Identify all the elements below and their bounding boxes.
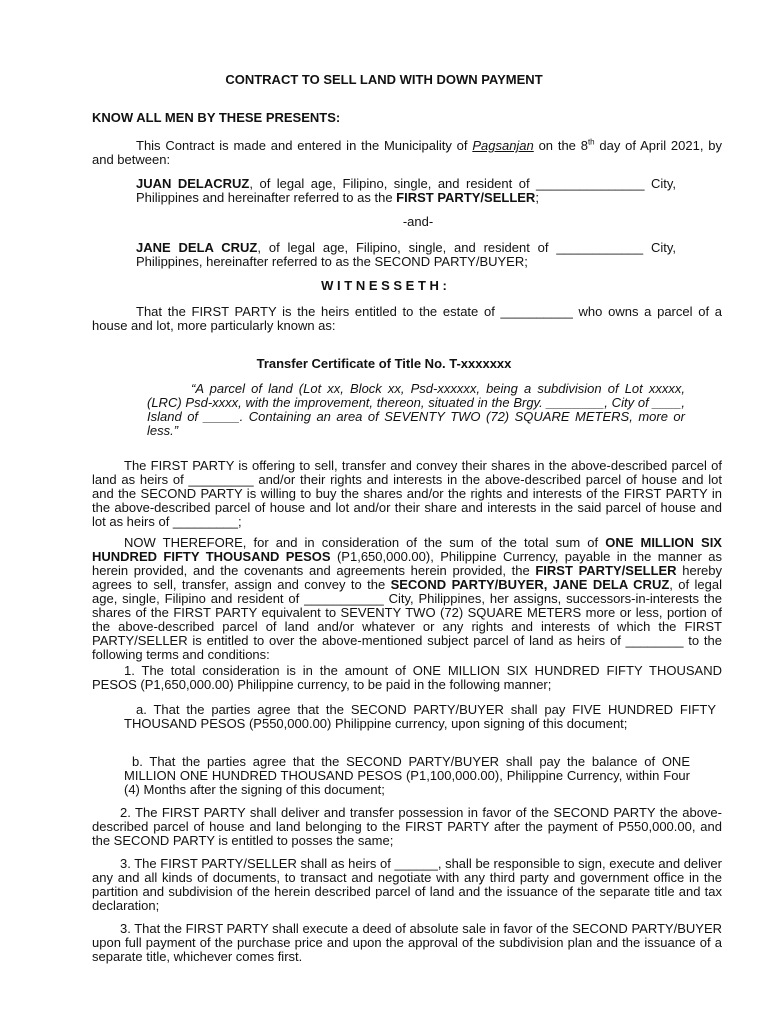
term-3: 3. The FIRST PARTY/SELLER shall as heirs of ______, shall be responsible to sign, execute and deliver any and all kinds of documents, to transact and negotiate with any third party and government office in the partition and subdivision of the herein described parcel of land and the issuance of the separate title and tax declaration;: [92, 856, 722, 913]
and-separator: -and-: [402, 214, 434, 229]
offer-paragraph: The FIRST PARTY is offering to sell, transfer and convey their shares in the above-described parcel of land as heirs of _________ and/or their rights and interests in the above-described parcel of house and lot and the SECOND PARTY is willing to buy the shares and/or the rights and interests of the FIRST PARTY in the above-described parcel of house and lot and/or their share and interests in the said parcel of house and lot as heirs of _________;: [92, 458, 722, 529]
witnesseth-heading: W I T N E S S E T H :: [321, 278, 447, 293]
municipality-name: Pagsanjan: [472, 138, 534, 153]
land-description: “A parcel of land (Lot xx, Block xx, Psd-xxxxxx, being a subdivision of Lot xxxxx, (LRC) Psd-xxxx, with the improvement, thereon, situated in the Brgy. ________, City of ____, Island of _____. Containing an area of SEVENTY TWO (72) SQUARE METERS, more or less.”: [147, 381, 685, 438]
term-3-deed: 3. That the FIRST PARTY shall execute a deed of absolute sale in favor of the SECOND PARTY/BUYER upon full payment of the purchase price and upon the approval of the subdivision plan and the issuance of a separate title, whichever comes first.: [92, 921, 722, 964]
whereas-paragraph: That the FIRST PARTY is the heirs entitled to the estate of __________ who owns a parcel of a house and lot, more particularly known as:: [92, 304, 722, 333]
term-2: 2. The FIRST PARTY shall deliver and transfer possession in favor of the SECOND PARTY the above-described parcel of house and land belonging to the FIRST PARTY after the payment of P550,000.00, and the SECOND PARTY is entitled to posses the same;: [92, 805, 722, 848]
tct-heading: Transfer Certificate of Title No. T-xxxxxxx: [256, 356, 512, 371]
first-party-paragraph: JUAN DELACRUZ, of legal age, Filipino, single, and resident of _______________ City, Philippines and hereinafter referred to as the FIRST PARTY/SELLER;: [136, 176, 677, 205]
document-title: CONTRACT TO SELL LAND WITH DOWN PAYMENT: [225, 72, 543, 87]
term-1: 1. The total consideration is in the amount of ONE MILLION SIX HUNDRED FIFTY THOUSAND PESOS (P1,650,000.00) Philippine currency, to be paid in the following manner;: [92, 663, 722, 692]
second-party-paragraph: JANE DELA CRUZ, of legal age, Filipino, single, and resident of ____________ City, Philippines, hereinafter referred to as the SECOND PARTY/BUYER;: [136, 240, 676, 269]
term-1b: b. That the parties agree that the SECOND PARTY/BUYER shall pay the balance of ONE MILLION ONE HUNDRED THOUSAND PESOS (P1,100,000.00), Philippine Currency, within Four (4) Months after the signing of this document;: [124, 754, 690, 797]
know-all-heading: KNOW ALL MEN BY THESE PRESENTS:: [92, 110, 341, 125]
intro-paragraph: This Contract is made and entered in the Municipality of Pagsanjan on the 8th day of April 2021, by and between:: [92, 137, 722, 167]
term-1a: a. That the parties agree that the SECOND PARTY/BUYER shall pay FIVE HUNDRED FIFTY THOUSAND PESOS (P550,000.00) Philippine currency, upon signing of this document;: [124, 702, 716, 731]
now-therefore-paragraph: NOW THEREFORE, for and in consideration of the sum of the total sum of ONE MILLION SIX HUNDRED FIFTY THOUSAND PESOS (P1,650,000.00), Philippine Currency, payable in the manner as herein provided, and the covenants and agreements herein provided, the FIRST PARTY/SELLER hereby agrees to sell, transfer, assign and convey to the SECOND PARTY/BUYER, JANE DELA CRUZ, of legal age, single, Filipino and resident of ___________ City, Philippines, her assigns, successors-in-interests the shares of the FIRST PARTY equivalent to SEVENTY TWO (72) SQUARE METERS more or less, portion of the above-described parcel of land and/or whatever or any rights and interests of which the FIRST PARTY/SELLER is entitled to over the above-mentioned subject parcel of land as heirs of ________ to the following terms and conditions:: [92, 535, 722, 662]
